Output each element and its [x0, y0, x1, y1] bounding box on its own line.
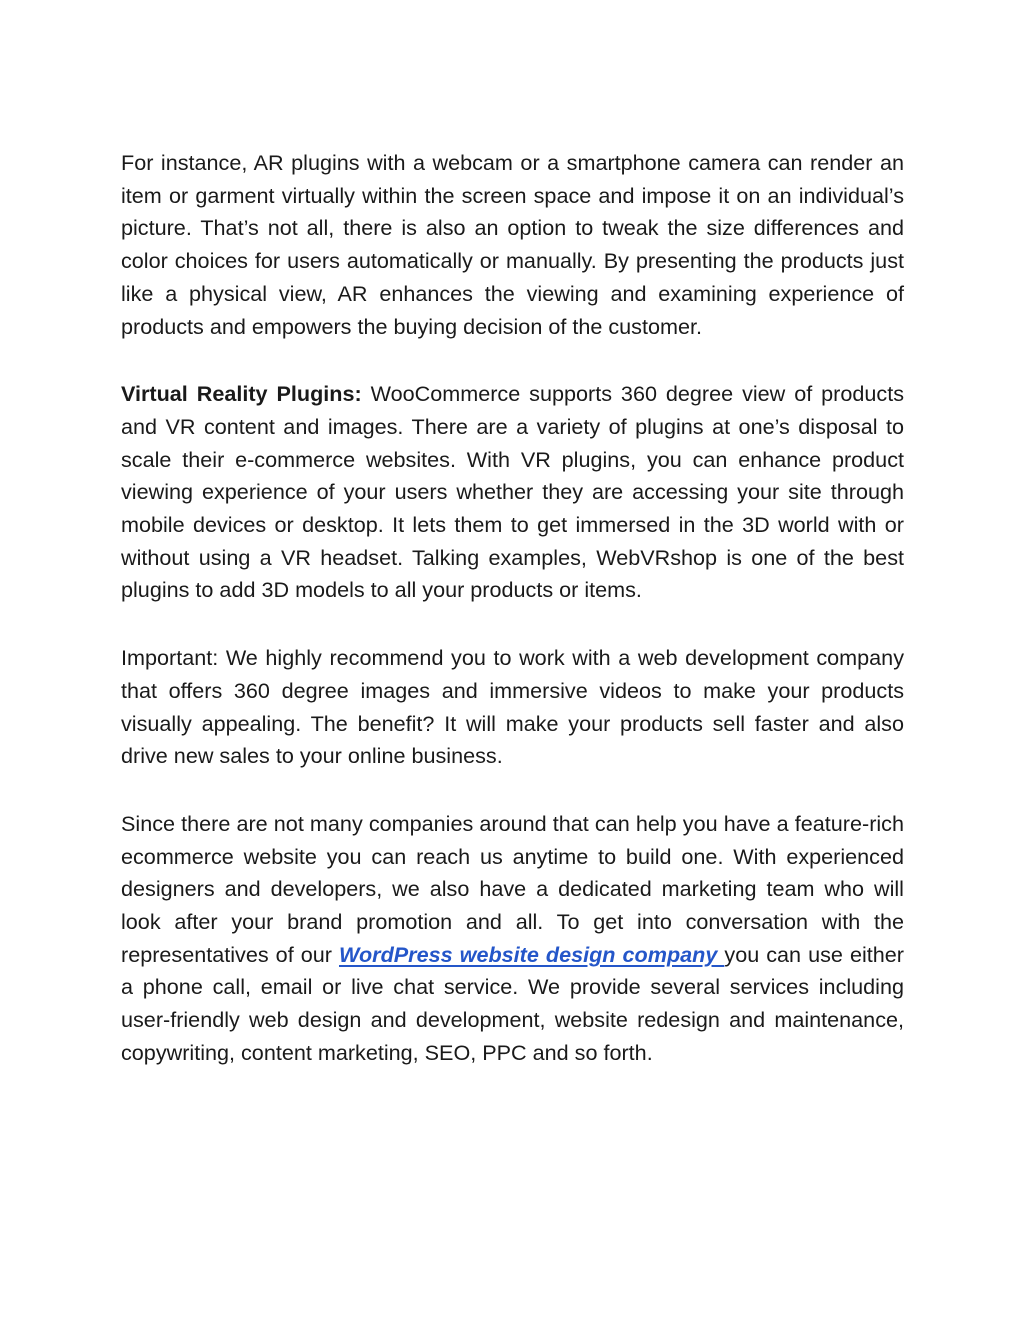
- paragraph-important: [121, 642, 904, 773]
- paragraph-ar-plugins: [121, 147, 904, 343]
- paragraph-vr-plugins: [121, 378, 904, 607]
- paragraph-services: [121, 808, 904, 1070]
- paragraph-text-before-link: Since there are not many companies around that can help you have a feature-rich ecommerce website you can reach us anytime to build one. With experienced designers and developers, we also have a dedicated marketing team who will look after your brand promotion and all. To get into conversation with the representatives of our: [121, 810, 904, 967]
- paragraph-text-after-link: you can use either a phone call, email or live chat service. We provide several services including user-friendly web design and development, website redesign and maintenance, copywriting, content marketing, SEO, PPC and so forth.: [121, 941, 904, 1065]
- document-body: [121, 147, 904, 1105]
- wordpress-website-design-company-link[interactable]: WordPress website design company: [339, 941, 725, 967]
- paragraph-text: For instance, AR plugins with a webcam or a smartphone camera can render an item or garment virtually within the screen space and impose it on an individual’s picture. That’s not all, there is also an option to tweak the size differences and color choices for users automatically or manually. By presenting the products just like a physical view, AR enhances the viewing and examining experience of products and empowers the buying decision of the customer.: [121, 150, 904, 339]
- paragraph-text: Important: We highly recommend you to work with a web development company that offers 360 degree images and immersive videos to make your products visually appealing. The benefit? It will make your products sell faster and also drive new sales to your online business.: [121, 645, 904, 769]
- paragraph-text: WooCommerce supports 360 degree view of products and VR content and images. There are a variety of plugins at one’s disposal to scale their e-commerce websites. With VR plugins, you can enhance product viewing experience of your users whether they are accessing your site through mobile devices or desktop. It lets them to get immersed in the 3D world with or without using a VR headset. Talking examples, WebVRshop is one of the best plugins to add 3D models to all your products or items.: [121, 381, 904, 603]
- paragraph-heading: Virtual Reality Plugins:: [121, 381, 362, 407]
